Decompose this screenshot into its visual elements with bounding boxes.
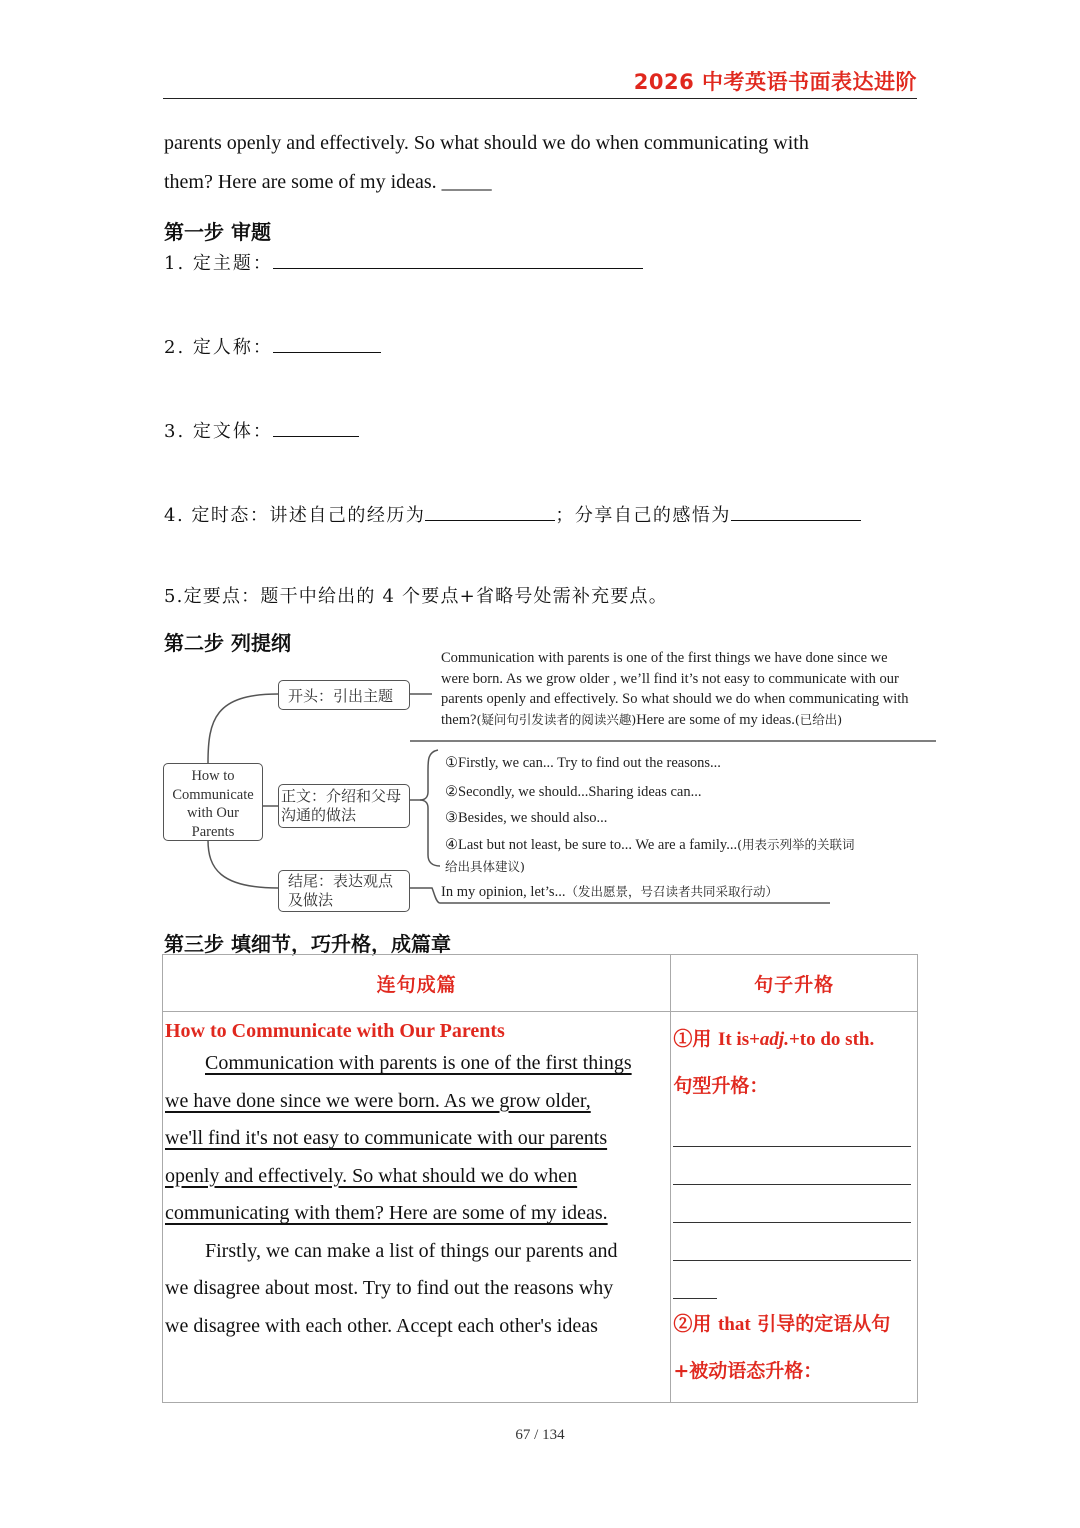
step1-item-3-label: 3. 定文体： [164,421,273,442]
connector-end [208,840,278,888]
mindmap-intro-text [441,648,941,730]
center-line-1: How to [191,768,235,784]
upgrade-1-en: It is+ [717,1029,760,1050]
mindmap-branch-body [278,784,410,828]
center-line-4: Parents [191,823,235,840]
upgrade-1-suffix: 句型升格： [673,1075,769,1097]
center-line-2: Communicate [172,786,254,803]
intro-text-note: (疑问句引发读者的阅读兴趣) [476,711,637,727]
intro-text-part: them? [441,711,477,728]
essay-line: communicating with them? Here are some of my ideas. [165,1202,608,1224]
essay-title: How to Communicate with Our Parents [165,1020,505,1042]
step1-item-2-label: 2. 定人称： [164,337,273,358]
upgrade-cell [671,1012,918,1403]
intro-text-line: were born. As we grow older , we’ll find it’s not easy to communicate with our [441,670,899,687]
branch-body-line-2: 沟通的做法 [281,806,357,824]
upgrade-2-mid: 引导的定语从句 [750,1313,891,1335]
intro-text-note: (已给出) [794,711,843,727]
body-brace [420,750,440,866]
branch-end-line-1: 结尾：表达观点 [288,872,394,890]
intro-line-1: parents openly and effectively. So what should we do when communicating with [164,132,809,154]
intro-line-2: them? Here are some of my ideas. _____ [164,171,492,193]
answer-line[interactable] [673,1185,911,1223]
end-text-note: （发出愿景，号召读者共同采取行动） [565,884,778,899]
intro-text-line: Communication with parents is one of the first things we have done since we [441,650,888,666]
answer-line-end[interactable] [673,1261,717,1299]
body-point-2: ②Secondly, we should...Sharing ideas can... [445,784,702,800]
document-header-title: 2026 中考英语书面表达进阶 [633,70,917,94]
body-point-4-text: ④Last but not least, be sure to... We are a family... [445,837,738,853]
step1-item-4-label: 4. 定时态：讲述自己的经历为 [164,505,426,526]
essay-line: Communication with parents is one of the first things [205,1052,632,1074]
answer-line[interactable] [673,1147,911,1185]
center-line-3: with Our [187,805,239,821]
mindmap-end-text [441,882,841,903]
essay-line: we disagree about most. Try to find out the reasons why [165,1277,614,1299]
step1-item-5: 5.定要点：题干中给出的 4 个要点+省略号处需补充要点。 [164,586,668,607]
essay-line: we'll find it's not easy to communicate with our parents [165,1127,608,1149]
body-point-1: ①Firstly, we can... Try to find out the reasons... [445,755,721,771]
mindmap-center-node [163,763,263,841]
upgrade-2-suffix: +被动语态升格： [673,1360,823,1382]
essay-cell [163,1012,671,1403]
step2-title: 第二步 列提纲 [164,631,291,655]
step1-title: 第一步 审题 [164,220,271,244]
connector-intro [208,694,278,763]
essay-line: we disagree with each other. Accept each other's ideas [165,1314,598,1337]
body-point-4-note: (用表示列举的关联词 [737,837,855,852]
essay-line: openly and effectively. So what should we do when [165,1164,578,1187]
answer-line[interactable] [673,1223,911,1261]
page-number: 67 / 134 [515,1427,565,1443]
essay-line: we have done since we were born. As we grow older, [165,1089,591,1112]
essay-line: Firstly, we can make a list of things our parents and [205,1239,618,1262]
step1-item-4-mid: ；分享自己的感悟为 [555,505,731,526]
step3-title: 第三步 填细节，巧升格，成篇章 [164,932,451,956]
intro-text-part: Here are some of my ideas. [636,711,795,728]
upgrade-1-prefix: ①用 [673,1028,718,1050]
table-header-essay: 连句成篇 [163,955,671,1012]
upgrade-table [162,954,918,1403]
mindmap-branch-intro: 开头：引出主题 [278,680,410,710]
upgrade-1 [673,1016,911,1063]
intro-text-line [441,710,941,731]
mindmap-body-points [445,750,925,877]
upgrade-2 [673,1301,911,1348]
upgrade-1-en: +to do sth. [788,1029,875,1050]
step1-item-1-label: 1. 定主题： [164,253,273,274]
essay-body [165,1045,670,1345]
answer-line[interactable] [673,1109,911,1147]
table-header-upgrade: 句子升格 [671,955,918,1012]
end-text-en: In my opinion, let’s... [441,884,566,900]
upgrade-1-en-adj: adj. [759,1029,789,1050]
body-point-4 [445,833,925,857]
branch-end-line-2: 及做法 [288,891,334,909]
mindmap-branch-end [278,870,410,912]
upgrade-2-prefix: ②用 [673,1313,718,1335]
body-point-4-note-cont: 给出具体建议) [445,859,525,874]
branch-body-line-1: 正文：介绍和父母 [281,787,402,805]
body-point-3: ③Besides, we should also... [445,810,608,826]
upgrade-2-en: that [717,1314,751,1335]
intro-text-line: parents openly and effectively. So what should we do when communicating with [441,691,909,707]
